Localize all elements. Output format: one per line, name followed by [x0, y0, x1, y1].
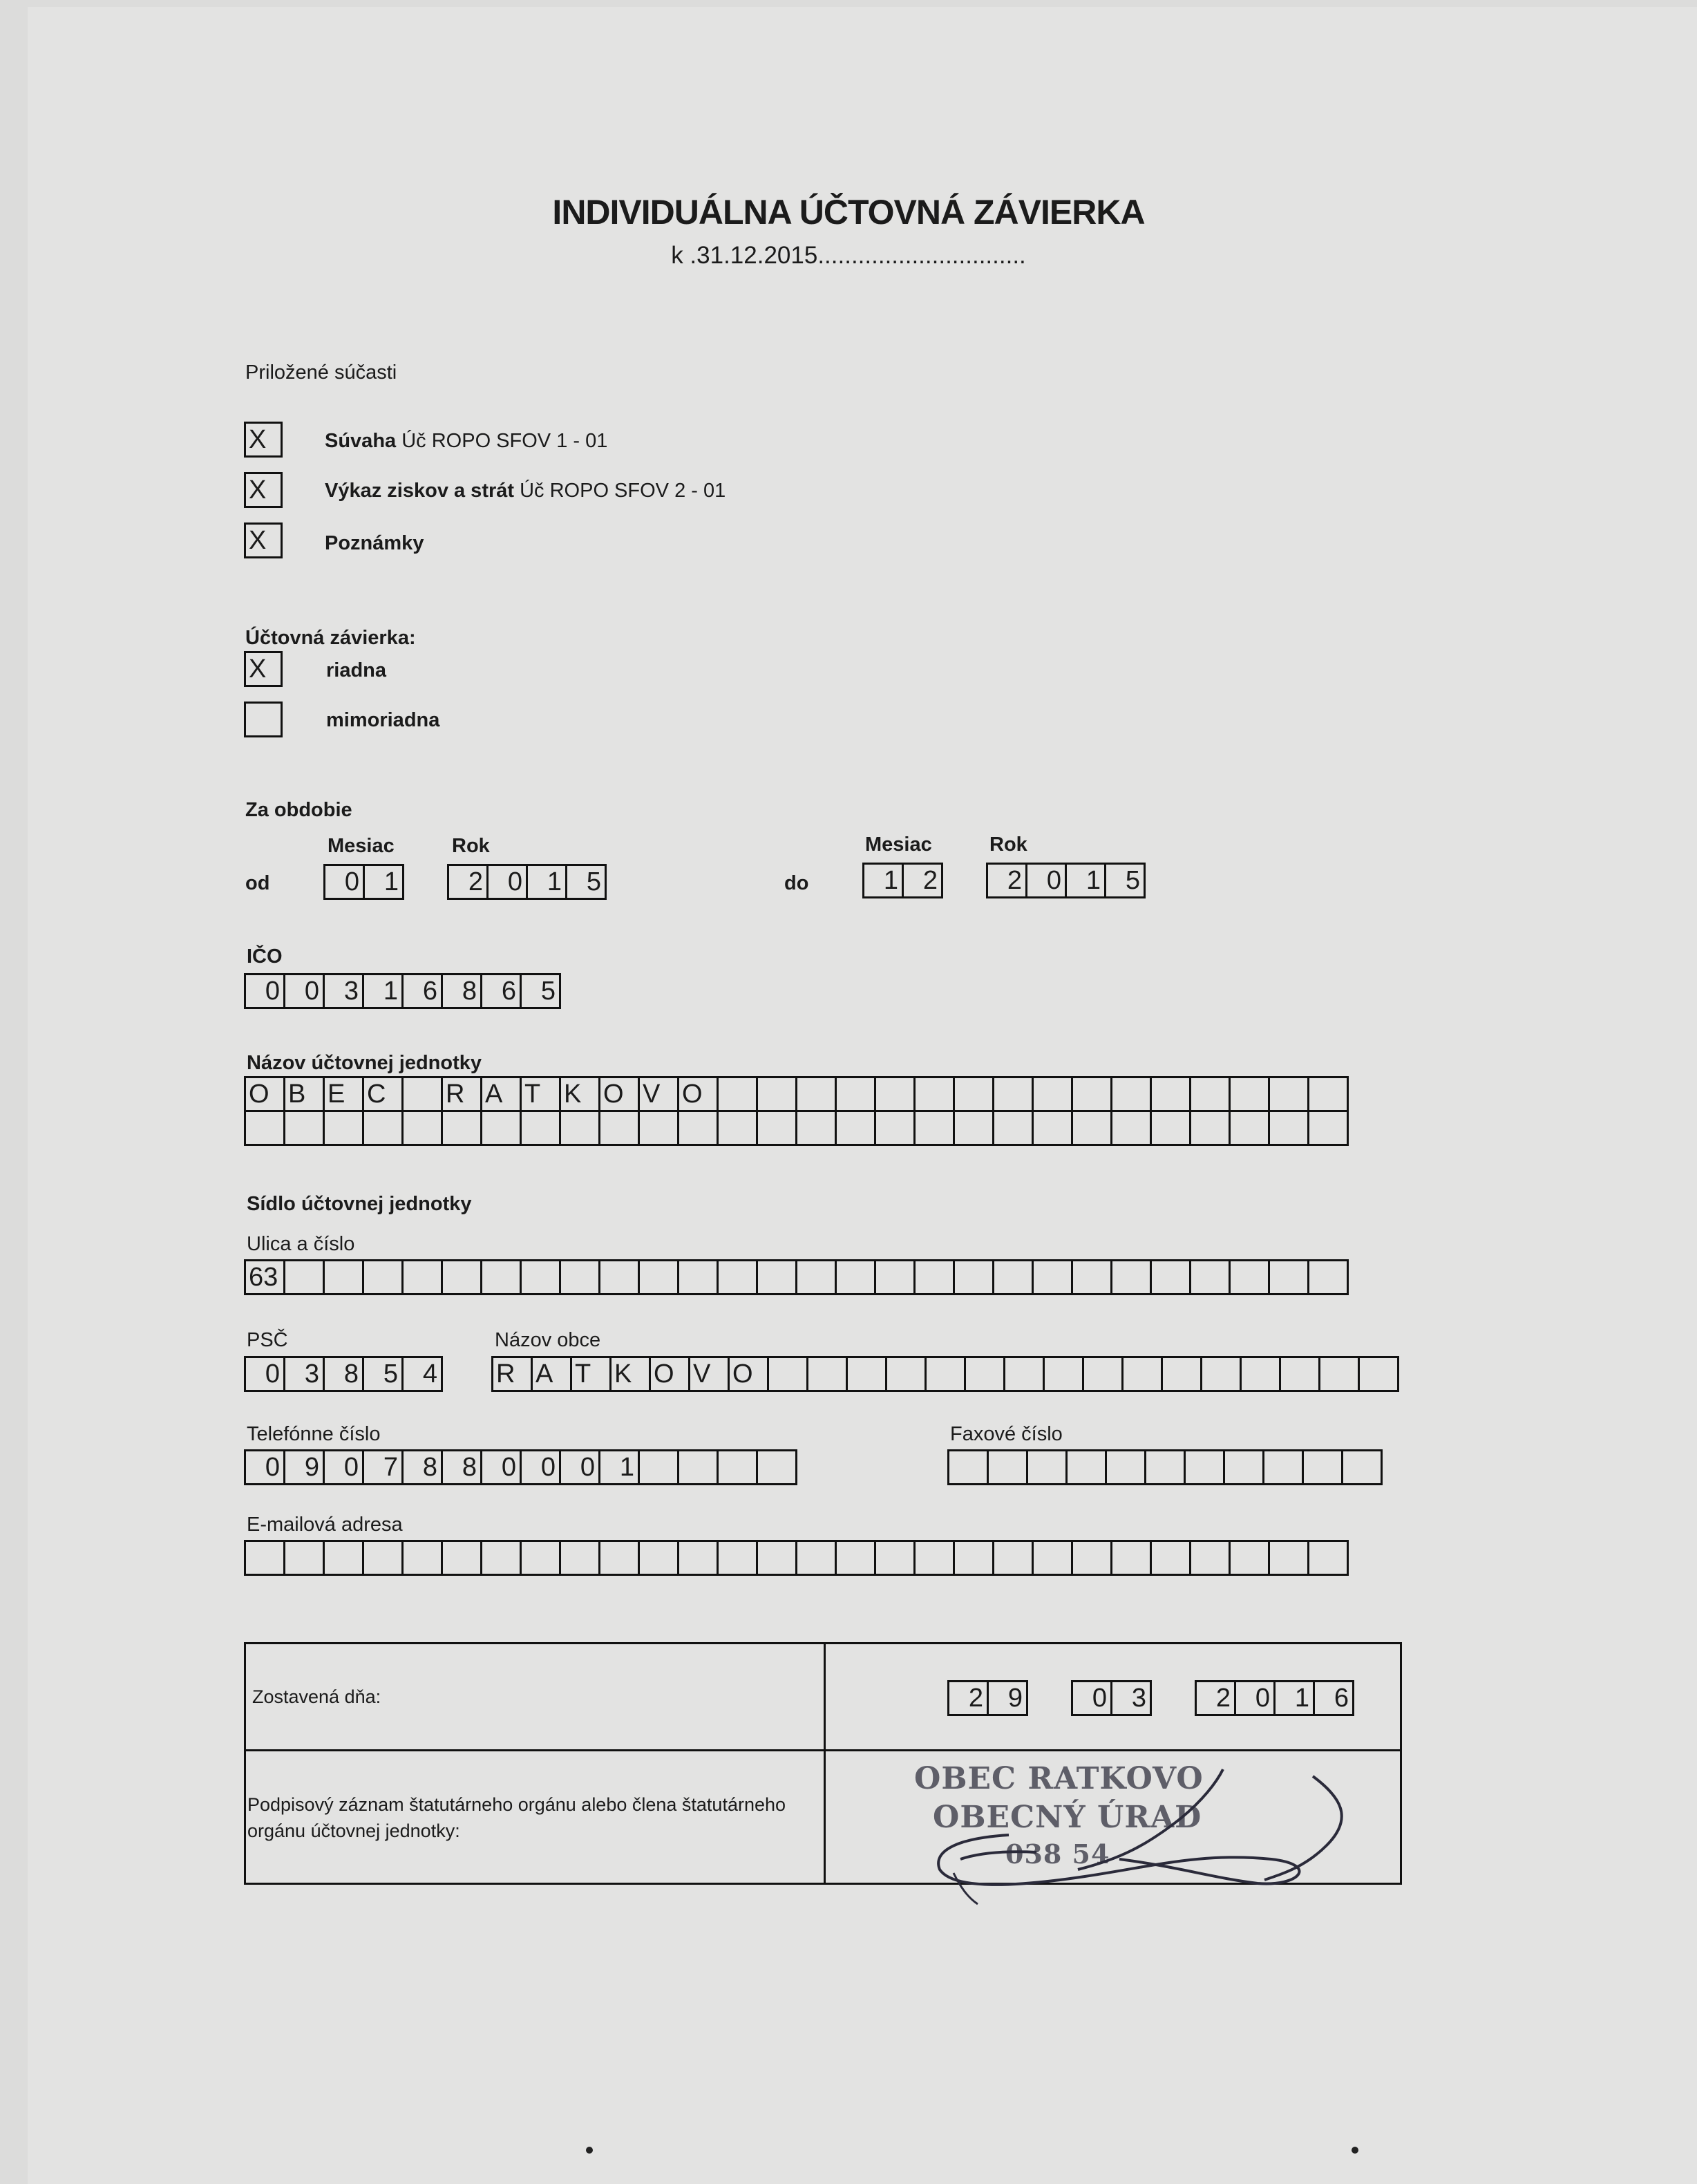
grid-cell[interactable]: [401, 1540, 443, 1576]
grid-cell[interactable]: [846, 1356, 887, 1392]
grid-cell[interactable]: 5: [362, 1356, 404, 1392]
grid-cell[interactable]: [1318, 1356, 1360, 1392]
town-field[interactable]: [491, 1356, 1399, 1392]
grid-cell[interactable]: [1121, 1356, 1163, 1392]
grid-cell[interactable]: 6: [480, 973, 522, 1009]
grid-cell[interactable]: 2: [986, 863, 1027, 898]
grid-cell[interactable]: [1262, 1449, 1304, 1485]
grid-cell[interactable]: [835, 1110, 876, 1146]
grid-cell[interactable]: [992, 1259, 1034, 1295]
grid-cell[interactable]: [401, 1076, 443, 1112]
to-month-field[interactable]: [862, 863, 943, 898]
stamp-line3: 038 54: [1005, 1838, 1110, 1870]
grid-cell[interactable]: [953, 1110, 994, 1146]
grid-cell[interactable]: [323, 1259, 364, 1295]
closing-extraordinary-checkbox[interactable]: [244, 702, 283, 737]
email-label: E-mailová adresa: [247, 1514, 403, 1536]
grid-cell[interactable]: V: [688, 1356, 730, 1392]
grid-cell[interactable]: [874, 1540, 916, 1576]
grid-cell[interactable]: 0: [486, 864, 528, 900]
grid-cell[interactable]: [1110, 1540, 1152, 1576]
grid-cell[interactable]: V: [638, 1076, 679, 1112]
grid-cell[interactable]: [1110, 1259, 1152, 1295]
grid-cell[interactable]: [1071, 1076, 1112, 1112]
grid-cell[interactable]: [795, 1076, 837, 1112]
grid-cell[interactable]: [1279, 1356, 1320, 1392]
grid-cell[interactable]: [480, 1540, 522, 1576]
grid-cell[interactable]: 0: [559, 1449, 600, 1485]
grid-cell[interactable]: 5: [565, 864, 607, 900]
grid-cell[interactable]: 2: [447, 864, 489, 900]
grid-cell[interactable]: [1032, 1540, 1073, 1576]
grid-cell[interactable]: [362, 1110, 404, 1146]
unit-name-label: Názov účtovnej jednotky: [247, 1052, 482, 1074]
town-label: Názov obce: [495, 1329, 601, 1351]
grid-cell[interactable]: [1229, 1110, 1270, 1146]
ico-label: IČO: [247, 945, 283, 968]
to-label: do: [784, 872, 809, 894]
scan-dot-right: [1352, 2147, 1358, 2154]
grid-cell[interactable]: 0: [323, 864, 365, 900]
grid-cell[interactable]: [717, 1076, 758, 1112]
grid-cell[interactable]: 1: [1273, 1680, 1315, 1716]
compiled-day-field[interactable]: [947, 1680, 1028, 1716]
grid-cell[interactable]: [953, 1076, 994, 1112]
grid-cell[interactable]: [1229, 1259, 1270, 1295]
grid-cell[interactable]: [987, 1449, 1028, 1485]
grid-cell[interactable]: 4: [401, 1356, 443, 1392]
attachment-notes-label: Poznámky: [325, 532, 424, 554]
grid-cell[interactable]: [1026, 1449, 1068, 1485]
grid-cell[interactable]: [1065, 1449, 1107, 1485]
grid-cell[interactable]: [1189, 1110, 1231, 1146]
grid-cell[interactable]: [323, 1540, 364, 1576]
grid-cell[interactable]: 8: [401, 1449, 443, 1485]
grid-cell[interactable]: A: [531, 1356, 572, 1392]
phone-field[interactable]: [244, 1449, 797, 1485]
grid-cell[interactable]: 8: [441, 973, 482, 1009]
grid-cell[interactable]: 1: [363, 864, 404, 900]
grid-cell[interactable]: 6: [1313, 1680, 1354, 1716]
grid-cell[interactable]: [1150, 1076, 1191, 1112]
grid-cell[interactable]: [913, 1540, 955, 1576]
grid-cell[interactable]: [1161, 1356, 1202, 1392]
grid-cell[interactable]: 8: [441, 1449, 482, 1485]
grid-cell[interactable]: [1003, 1356, 1045, 1392]
grid-cell[interactable]: 0: [244, 973, 285, 1009]
grid-cell[interactable]: [1032, 1110, 1073, 1146]
grid-cell[interactable]: [677, 1449, 719, 1485]
grid-cell[interactable]: [441, 1259, 482, 1295]
grid-cell[interactable]: 5: [1104, 863, 1146, 898]
email-field[interactable]: [244, 1540, 1349, 1576]
grid-cell[interactable]: 1: [862, 863, 904, 898]
grid-cell[interactable]: [756, 1449, 797, 1485]
grid-cell[interactable]: [1268, 1259, 1309, 1295]
form-title: INDIVIDUÁLNA ÚČTOVNÁ ZÁVIERKA: [552, 193, 1145, 232]
grid-cell[interactable]: [992, 1076, 1034, 1112]
grid-cell[interactable]: [1189, 1540, 1231, 1576]
grid-cell[interactable]: [874, 1259, 916, 1295]
grid-cell[interactable]: 5: [520, 973, 561, 1009]
grid-cell[interactable]: [953, 1259, 994, 1295]
grid-cell[interactable]: R: [441, 1076, 482, 1112]
grid-cell[interactable]: [283, 1540, 325, 1576]
grid-cell[interactable]: [756, 1110, 797, 1146]
grid-cell[interactable]: [1032, 1076, 1073, 1112]
grid-cell[interactable]: [756, 1259, 797, 1295]
grid-cell[interactable]: [1150, 1540, 1191, 1576]
grid-cell[interactable]: 0: [1025, 863, 1067, 898]
grid-cell[interactable]: [1043, 1356, 1084, 1392]
grid-cell[interactable]: [885, 1356, 927, 1392]
grid-cell[interactable]: [677, 1259, 719, 1295]
grid-cell[interactable]: [244, 1540, 285, 1576]
stamp-line2: OBECNÝ ÚRAD: [933, 1800, 1202, 1835]
grid-cell[interactable]: K: [559, 1076, 600, 1112]
grid-cell[interactable]: [925, 1356, 966, 1392]
from-year-field[interactable]: [447, 864, 607, 900]
grid-cell[interactable]: [362, 1540, 404, 1576]
grid-cell[interactable]: [598, 1540, 640, 1576]
grid-cell[interactable]: [992, 1110, 1034, 1146]
grid-cell[interactable]: [992, 1540, 1034, 1576]
grid-cell[interactable]: [1307, 1076, 1349, 1112]
seat-heading: Sídlo účtovnej jednotky: [247, 1193, 472, 1215]
grid-cell[interactable]: [756, 1540, 797, 1576]
grid-cell[interactable]: [677, 1110, 719, 1146]
grid-cell[interactable]: [638, 1259, 679, 1295]
grid-cell[interactable]: [1307, 1110, 1349, 1146]
grid-cell[interactable]: [441, 1110, 482, 1146]
footer-divider: [824, 1642, 826, 1885]
grid-cell[interactable]: 1: [1065, 863, 1106, 898]
grid-cell[interactable]: 63: [244, 1259, 285, 1295]
grid-cell[interactable]: T: [570, 1356, 612, 1392]
grid-cell[interactable]: [559, 1540, 600, 1576]
grid-cell[interactable]: 3: [323, 973, 364, 1009]
grid-cell[interactable]: [638, 1449, 679, 1485]
grid-cell[interactable]: [1150, 1110, 1191, 1146]
grid-cell[interactable]: [559, 1110, 600, 1146]
grid-cell[interactable]: C: [362, 1076, 404, 1112]
grid-cell[interactable]: [598, 1110, 640, 1146]
to-month-label: Mesiac: [865, 834, 932, 856]
grid-cell[interactable]: 0: [283, 973, 325, 1009]
attachments-heading: Priložené súčasti: [245, 361, 397, 384]
grid-cell[interactable]: [638, 1540, 679, 1576]
grid-cell[interactable]: 0: [323, 1449, 364, 1485]
grid-cell[interactable]: [401, 1110, 443, 1146]
attachment-balance-checkbox[interactable]: X: [244, 422, 283, 458]
compiled-label: Zostavená dňa:: [252, 1686, 381, 1707]
grid-cell[interactable]: [1071, 1259, 1112, 1295]
fax-field[interactable]: [947, 1449, 1383, 1485]
attachment-income-label: Výkaz ziskov a strát Úč ROPO SFOV 2 - 01: [325, 480, 726, 502]
grid-cell[interactable]: O: [598, 1076, 640, 1112]
grid-cell[interactable]: [1144, 1449, 1186, 1485]
period-heading: Za obdobie: [245, 799, 352, 821]
grid-cell[interactable]: 3: [1110, 1680, 1152, 1716]
grid-cell[interactable]: [1189, 1259, 1231, 1295]
attachment-balance-label: Súvaha Úč ROPO SFOV 1 - 01: [325, 430, 608, 452]
grid-cell[interactable]: [520, 1259, 561, 1295]
grid-cell[interactable]: [677, 1540, 719, 1576]
grid-cell[interactable]: [947, 1449, 989, 1485]
grid-cell[interactable]: [756, 1076, 797, 1112]
grid-cell[interactable]: [401, 1259, 443, 1295]
grid-cell[interactable]: [1307, 1540, 1349, 1576]
closing-regular-checkbox[interactable]: X: [244, 651, 283, 687]
signature-label: Podpisový záznam štatutárneho orgánu alebo člena štatutárneho orgánu účtovnej jednotky:: [247, 1794, 786, 1841]
from-year-label: Rok: [452, 835, 490, 857]
grid-cell[interactable]: A: [480, 1076, 522, 1112]
grid-cell[interactable]: [1189, 1076, 1231, 1112]
grid-cell[interactable]: 9: [987, 1680, 1028, 1716]
grid-cell[interactable]: 0: [1071, 1680, 1112, 1716]
grid-cell[interactable]: B: [283, 1076, 325, 1112]
fax-label: Faxové číslo: [950, 1423, 1063, 1445]
closing-extraordinary-label: mimoriadna: [326, 709, 440, 731]
attachment-income-checkbox[interactable]: X: [244, 472, 283, 508]
grid-cell[interactable]: 0: [1234, 1680, 1276, 1716]
grid-cell[interactable]: T: [520, 1076, 561, 1112]
scan-dot-left: [586, 2147, 593, 2154]
to-year-label: Rok: [989, 834, 1027, 856]
grid-cell[interactable]: [1268, 1540, 1309, 1576]
phone-label: Telefónne číslo: [247, 1423, 381, 1445]
grid-cell[interactable]: [1268, 1110, 1309, 1146]
grid-cell[interactable]: [638, 1110, 679, 1146]
unit-name-row2[interactable]: [244, 1110, 1349, 1146]
grid-cell[interactable]: [874, 1076, 916, 1112]
psc-label: PSČ: [247, 1329, 288, 1351]
grid-cell[interactable]: [835, 1076, 876, 1112]
grid-cell[interactable]: [717, 1540, 758, 1576]
grid-cell[interactable]: O: [649, 1356, 690, 1392]
street-field[interactable]: [244, 1259, 1349, 1295]
grid-cell[interactable]: 0: [244, 1449, 285, 1485]
grid-cell[interactable]: 2: [902, 863, 943, 898]
unit-name-row1[interactable]: [244, 1076, 1349, 1112]
grid-cell[interactable]: [835, 1540, 876, 1576]
grid-cell[interactable]: 1: [598, 1449, 640, 1485]
grid-cell[interactable]: 9: [283, 1449, 325, 1485]
grid-cell[interactable]: [913, 1076, 955, 1112]
grid-cell[interactable]: 0: [520, 1449, 561, 1485]
grid-cell[interactable]: K: [609, 1356, 651, 1392]
grid-cell[interactable]: [1223, 1449, 1264, 1485]
to-year-field[interactable]: [986, 863, 1146, 898]
street-label: Ulica a číslo: [247, 1233, 355, 1255]
grid-cell[interactable]: [362, 1259, 404, 1295]
attachment-notes-checkbox[interactable]: X: [244, 523, 283, 558]
grid-cell[interactable]: [953, 1540, 994, 1576]
grid-cell[interactable]: [1268, 1076, 1309, 1112]
grid-cell[interactable]: [1110, 1110, 1152, 1146]
grid-cell[interactable]: [795, 1110, 837, 1146]
grid-cell[interactable]: [1110, 1076, 1152, 1112]
grid-cell[interactable]: [795, 1540, 837, 1576]
grid-cell[interactable]: [1032, 1259, 1073, 1295]
grid-cell[interactable]: [1150, 1259, 1191, 1295]
grid-cell[interactable]: [1200, 1356, 1242, 1392]
grid-cell[interactable]: [520, 1110, 561, 1146]
grid-cell[interactable]: [1302, 1449, 1343, 1485]
grid-cell[interactable]: 3: [283, 1356, 325, 1392]
form-date: k .31.12.2015...............................: [671, 242, 1026, 269]
closing-regular-label: riadna: [326, 659, 387, 681]
grid-cell[interactable]: [1071, 1110, 1112, 1146]
grid-cell[interactable]: [1240, 1356, 1281, 1392]
compiled-month-field[interactable]: [1071, 1680, 1152, 1716]
grid-cell[interactable]: 7: [362, 1449, 404, 1485]
grid-cell[interactable]: [1307, 1259, 1349, 1295]
grid-cell[interactable]: [874, 1110, 916, 1146]
grid-cell[interactable]: 6: [401, 973, 443, 1009]
grid-cell[interactable]: [1358, 1356, 1399, 1392]
grid-cell[interactable]: [717, 1259, 758, 1295]
grid-cell[interactable]: [1071, 1540, 1112, 1576]
from-label: od: [245, 872, 270, 894]
grid-cell[interactable]: [520, 1540, 561, 1576]
grid-cell[interactable]: [283, 1110, 325, 1146]
grid-cell[interactable]: O: [728, 1356, 769, 1392]
psc-field[interactable]: [244, 1356, 443, 1392]
handwritten-signature: [912, 1749, 1382, 1908]
grid-cell[interactable]: [717, 1449, 758, 1485]
grid-cell[interactable]: 1: [526, 864, 567, 900]
closing-type-heading: Účtovná závierka:: [245, 627, 416, 649]
grid-cell[interactable]: [1105, 1449, 1146, 1485]
grid-cell[interactable]: [717, 1110, 758, 1146]
grid-cell[interactable]: R: [491, 1356, 533, 1392]
grid-cell[interactable]: [835, 1259, 876, 1295]
grid-cell[interactable]: [1229, 1540, 1270, 1576]
compiled-year-field[interactable]: [1195, 1680, 1354, 1716]
grid-cell[interactable]: 2: [947, 1680, 989, 1716]
grid-cell[interactable]: [1341, 1449, 1383, 1485]
grid-cell[interactable]: [441, 1540, 482, 1576]
grid-cell[interactable]: [1082, 1356, 1124, 1392]
grid-cell[interactable]: [244, 1110, 285, 1146]
grid-cell[interactable]: [795, 1259, 837, 1295]
grid-cell[interactable]: [767, 1356, 808, 1392]
grid-cell[interactable]: 0: [244, 1356, 285, 1392]
grid-cell[interactable]: [806, 1356, 848, 1392]
grid-cell[interactable]: [323, 1110, 364, 1146]
from-month-field[interactable]: [323, 864, 404, 900]
form-page: [28, 7, 1697, 2184]
grid-cell[interactable]: E: [323, 1076, 364, 1112]
grid-cell[interactable]: O: [244, 1076, 285, 1112]
grid-cell[interactable]: [1229, 1076, 1270, 1112]
grid-cell[interactable]: [598, 1259, 640, 1295]
grid-cell[interactable]: [913, 1259, 955, 1295]
stamp-line1: OBEC RATKOVO: [914, 1761, 1204, 1796]
from-month-label: Mesiac: [328, 835, 395, 857]
ico-field[interactable]: [244, 973, 561, 1009]
grid-cell[interactable]: [913, 1110, 955, 1146]
grid-cell[interactable]: [480, 1259, 522, 1295]
grid-cell[interactable]: O: [677, 1076, 719, 1112]
grid-cell[interactable]: [480, 1110, 522, 1146]
grid-cell[interactable]: [283, 1259, 325, 1295]
grid-cell[interactable]: 8: [323, 1356, 364, 1392]
grid-cell[interactable]: 2: [1195, 1680, 1236, 1716]
grid-cell[interactable]: 0: [480, 1449, 522, 1485]
grid-cell[interactable]: [559, 1259, 600, 1295]
grid-cell[interactable]: [1184, 1449, 1225, 1485]
grid-cell[interactable]: 1: [362, 973, 404, 1009]
grid-cell[interactable]: [964, 1356, 1005, 1392]
